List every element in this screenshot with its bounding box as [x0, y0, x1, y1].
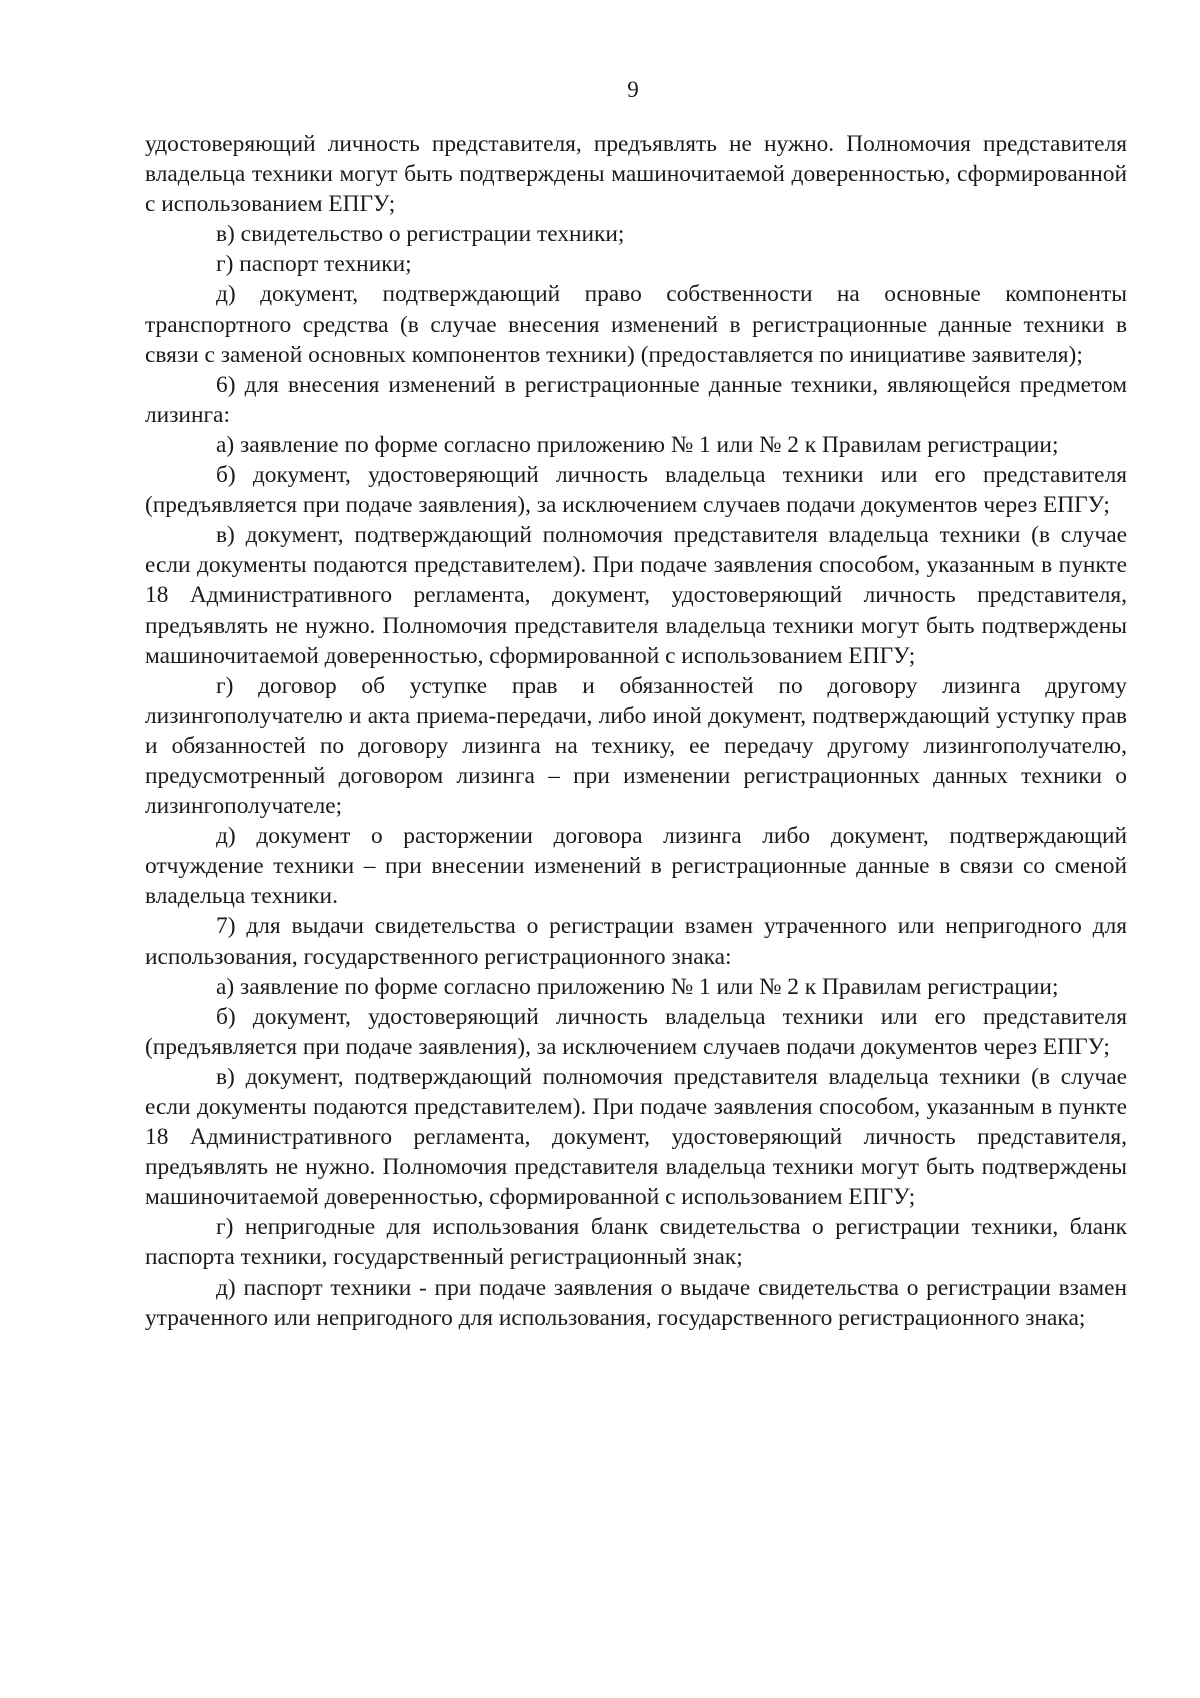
paragraph-item-v: в) документ, подтверждающий полномочия представителя владельца техники (в случае если документы подаются представителем). При подаче заявления способом, указанным в пункте 18 Административного регламента, документ, удостоверяющий личность представителя, предъявлять не нужно. Полномочия представителя владельца техники могут быть подтверждены машиночитаемой доверенностью, сформированной с использованием ЕПГУ; — [145, 522, 1127, 669]
paragraph-item-b: б) документ, удостоверяющий личность владельца техники или его представителя (предъявляется при подаче заявления), за исключением случаев подачи документов через ЕПГУ; — [145, 462, 1127, 519]
paragraph-section-7: 7) для выдачи свидетельства о регистрации взамен утраченного или непригодного для использования, государственного регистрационного знака: — [145, 913, 1127, 970]
paragraph-item-d: д) документ, подтверждающий право собственности на основные компоненты транспортного средства (в случае внесения изменений в регистрационные данные техники в связи с заменой основных компонентов техники) (предоставляется по инициативе заявителя); — [145, 281, 1127, 368]
paragraph-section-6: 6) для внесения изменений в регистрационные данные техники, являющейся предметом лизинга: — [145, 371, 1127, 428]
paragraph-item-d: д) документ о расторжении договора лизинга либо документ, подтверждающий отчуждение техники – при внесении изменений в регистрационные данные в связи со сменой владельца техники. — [145, 823, 1127, 910]
paragraph-continuation: удостоверяющий личность представителя, предъявлять не нужно. Полномочия представителя владельца техники могут быть подтверждены машиночитаемой доверенностью, сформированной с использованием ЕПГУ; — [145, 131, 1127, 218]
paragraph-item-a: а) заявление по форме согласно приложению № 1 или № 2 к Правилам регистрации; — [216, 431, 1059, 458]
paragraph-item-g: г) паспорт техники; — [216, 251, 412, 278]
paragraph-item-a: а) заявление по форме согласно приложению № 1 или № 2 к Правилам регистрации; — [216, 973, 1059, 1000]
paragraph-item-v: в) документ, подтверждающий полномочия представителя владельца техники (в случае если документы подаются представителем). При подаче заявления способом, указанным в пункте 18 Административного регламента, документ, удостоверяющий личность представителя, предъявлять не нужно. Полномочия представителя владельца техники могут быть подтверждены машиночитаемой доверенностью, сформированной с использованием ЕПГУ; — [145, 1063, 1127, 1211]
paragraph-item-d: д) паспорт техники - при подаче заявления о выдаче свидетельства о регистрации взамен утраченного или непригодного для использования, государственного регистрационного знака; — [145, 1274, 1127, 1331]
paragraph-item-g: г) непригодные для использования бланк свидетельства о регистрации техники, бланк паспорта техники, государственный регистрационный знак; — [145, 1214, 1127, 1271]
paragraph-item-v: в) свидетельство о регистрации техники; — [216, 221, 625, 248]
document-body — [145, 129, 1127, 1333]
paragraph-item-b: б) документ, удостоверяющий личность владельца техники или его представителя (предъявляется при подаче заявления), за исключением случаев подачи документов через ЕПГУ; — [145, 1003, 1127, 1060]
page-number: 9 — [627, 77, 639, 102]
paragraph-item-g: г) договор об уступке прав и обязанностей по договору лизинга другому лизингополучателю и акта приема-передачи, либо иной документ, подтверждающий уступку прав и обязанностей по договору лизинга на технику, ее передачу другому лизингополучателю, предусмотренный договором лизинга – при изменении регистрационных данных техники о лизингополучателе; — [145, 672, 1127, 820]
